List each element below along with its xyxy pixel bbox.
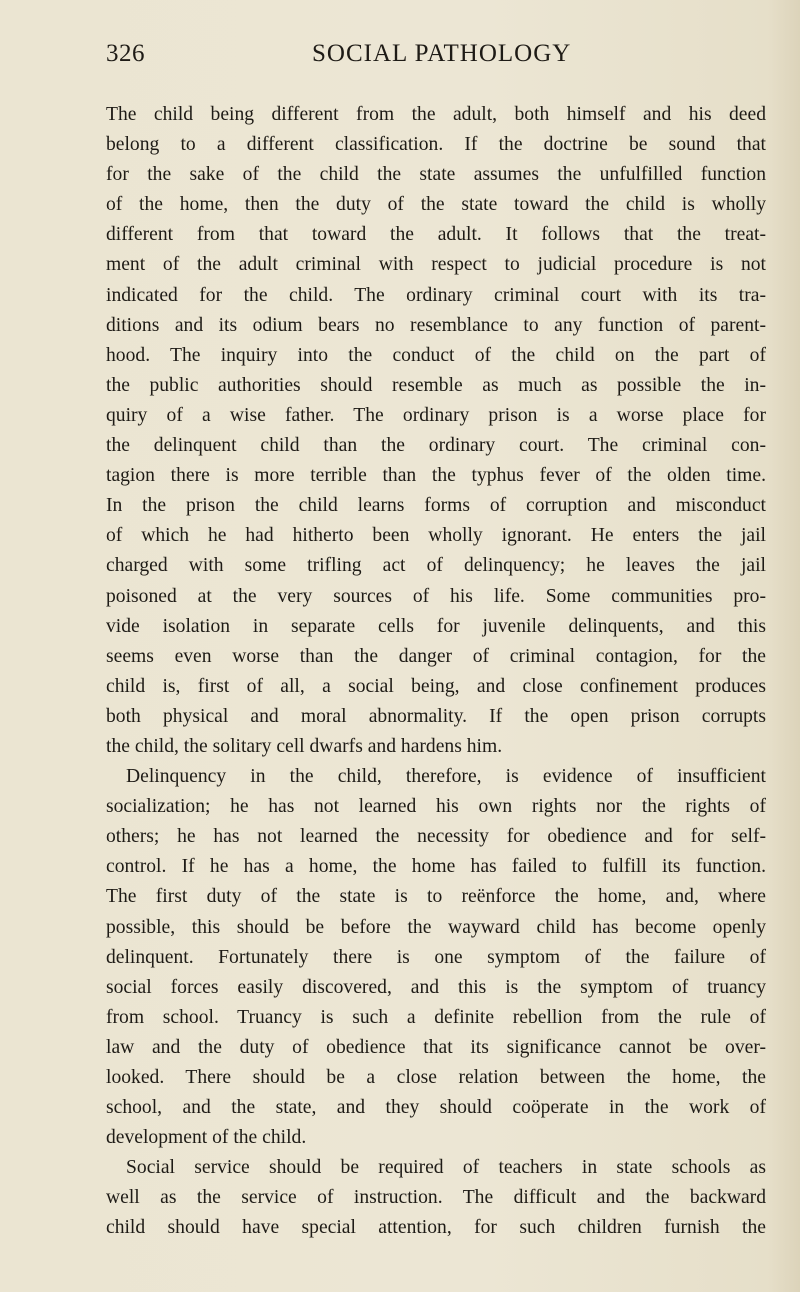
text-line: ment of the adult criminal with respect to judicial procedure is not — [106, 254, 766, 276]
text-line: indicated for the child. The ordinary criminal court with its tra- — [106, 284, 766, 306]
body-text — [106, 100, 766, 1244]
text-line: tagion there is more terrible than the typhus fever of the olden time. — [106, 465, 766, 487]
text-line: looked. There should be a close relation between the home, the — [106, 1067, 766, 1088]
text-line: development of the child. — [106, 1127, 307, 1149]
text-line: child is, first of all, a social being, and close confinement produces — [106, 675, 766, 697]
text-line: The first duty of the state is to reënforce the home, and, where — [106, 886, 766, 908]
text-line: of which he had hitherto been wholly ignorant. He enters the jail — [106, 525, 766, 547]
text-line: law and the duty of obedience that its significance cannot be over- — [106, 1036, 766, 1058]
text-line: different from that toward the adult. It follows that the treat- — [106, 224, 766, 246]
text-line: Social service should be required of teachers in state schools as — [126, 1157, 766, 1179]
text-line: social forces easily discovered, and this is the symptom of truancy — [106, 976, 766, 998]
page-header — [106, 40, 772, 80]
running-title: SOCIAL PATHOLOGY — [312, 40, 572, 67]
text-line: ditions and its odium bears no resemblance to any function of parent- — [106, 314, 766, 336]
page-number: 326 — [106, 40, 145, 67]
text-line: the public authorities should resemble as much as possible the in- — [106, 374, 766, 396]
text-line: hood. The inquiry into the conduct of the child on the part of — [106, 344, 766, 366]
text-line: of the home, then the duty of the state toward the child is wholly — [106, 194, 766, 216]
text-line: seems even worse than the danger of criminal contagion, for the — [106, 645, 766, 667]
text-line: the delinquent child than the ordinary court. The criminal con- — [106, 435, 766, 457]
text-line: charged with some trifling act of delinquency; he leaves the jail — [106, 555, 766, 577]
text-line: school, and the state, and they should coöperate in the work of — [106, 1097, 766, 1119]
text-line: vide isolation in separate cells for juvenile delinquents, and this — [106, 615, 766, 637]
text-line: belong to a different classification. If the doctrine be sound that — [106, 134, 766, 156]
text-line: child should have special attention, for such children furnish the — [106, 1217, 766, 1239]
text-line: quiry of a wise father. The ordinary prison is a worse place for — [106, 404, 766, 426]
text-line: well as the service of instruction. The difficult and the backward — [106, 1187, 766, 1209]
text-line: socialization; he has not learned his own rights nor the rights of — [106, 796, 766, 818]
text-line: possible, this should be before the wayward child has become openly — [106, 916, 766, 938]
text-line: for the sake of the child the state assumes the unfulfilled function — [106, 164, 766, 186]
text-line: poisoned at the very sources of his life. Some communities pro- — [106, 585, 766, 607]
text-line: In the prison the child learns forms of corruption and misconduct — [106, 495, 766, 517]
text-line: control. If he has a home, the home has failed to fulfill its function. — [106, 856, 766, 878]
text-line: Delinquency in the child, therefore, is evidence of insufficient — [126, 766, 766, 788]
text-line: the child, the solitary cell dwarfs and hardens him. — [106, 735, 503, 757]
text-line: delinquent. Fortunately there is one symptom of the failure of — [106, 946, 766, 968]
text-line: The child being different from the adult, both himself and his deed — [106, 104, 766, 125]
text-line: others; he has not learned the necessity for obedience and for self- — [106, 826, 766, 848]
text-line: both physical and moral abnormality. If the open prison corrupts — [106, 705, 766, 727]
text-line: from school. Truancy is such a definite rebellion from the rule of — [106, 1006, 766, 1028]
